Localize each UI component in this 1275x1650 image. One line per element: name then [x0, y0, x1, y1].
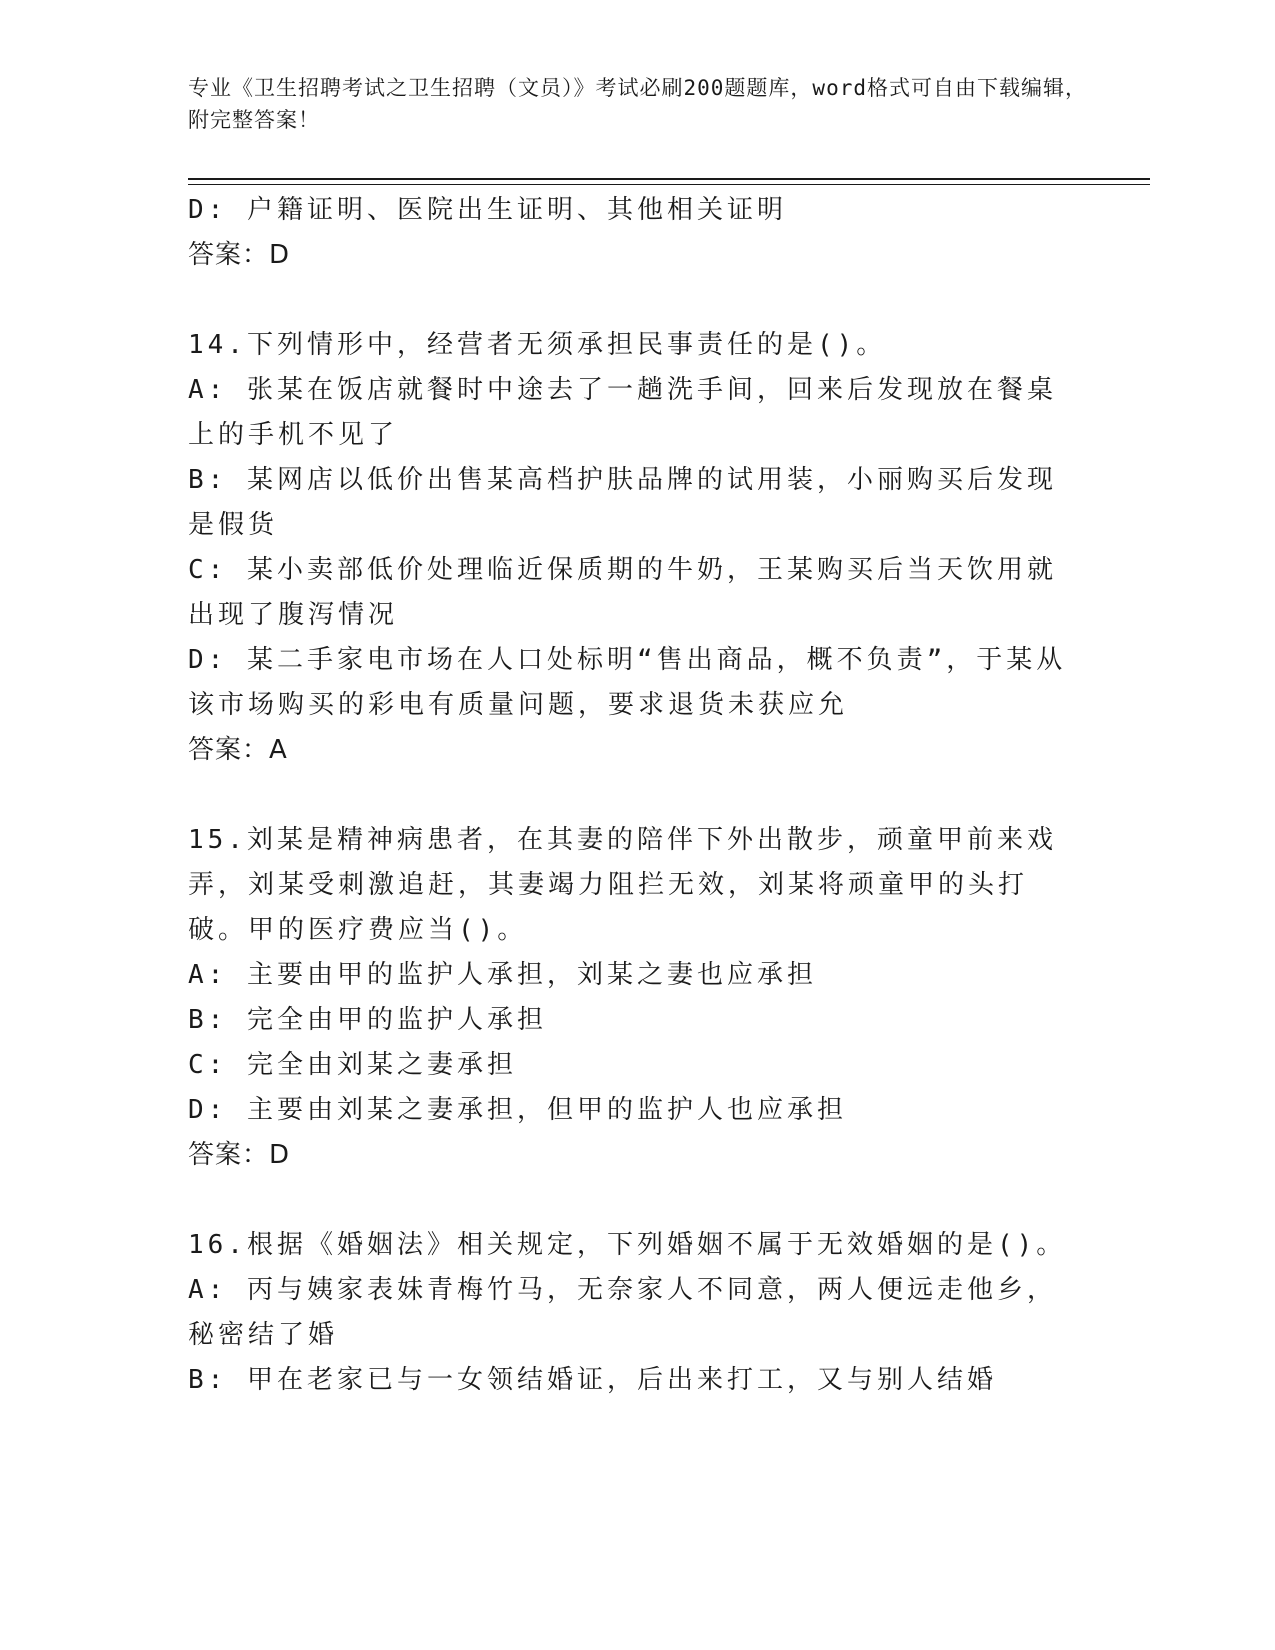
question-stem: 16.根据《婚姻法》相关规定，下列婚姻不属于无效婚姻的是()。 [188, 1230, 1067, 1260]
spacer [188, 1178, 1068, 1223]
option-d: D: 户籍证明、医院出生证明、其他相关证明 [188, 195, 787, 225]
option-d: D: 主要由刘某之妻承担，但甲的监护人也应承担 [188, 1095, 847, 1125]
question-14 [188, 323, 1068, 773]
option-a: A: 丙与姨家表妹青梅竹马，无奈家人不同意，两人便远走他乡，秘密结了婚 [188, 1275, 1057, 1350]
option-a: A: 张某在饭店就餐时中途去了一趟洗手间，回来后发现放在餐桌上的手机不见了 [188, 375, 1057, 450]
document-header [188, 72, 1088, 136]
option-a: A: 主要由甲的监护人承担，刘某之妻也应承担 [188, 960, 817, 990]
question-15 [188, 818, 1068, 1178]
header-divider [188, 178, 1150, 180]
spacer [188, 773, 1068, 818]
previous-question-tail [188, 188, 1068, 278]
option-b: B: 某网店以低价出售某高档护肤品牌的试用装，小丽购买后发现是假货 [188, 465, 1057, 540]
option-b: B: 完全由甲的监护人承担 [188, 1005, 547, 1035]
option-d: D: 某二手家电市场在人口处标明“售出商品，概不负责”，于某从该市场购买的彩电有质量问题，要求退货未获应允 [188, 645, 1067, 720]
header-divider-thin [188, 184, 1150, 185]
question-stem: 14.下列情形中，经营者无须承担民事责任的是()。 [188, 330, 887, 360]
question-16 [188, 1223, 1068, 1403]
question-content [188, 188, 1068, 1403]
header-title: 专业《卫生招聘考试之卫生招聘（文员）》考试必刷200题题库，word格式可自由下载编辑，附完整答案！ [188, 76, 1087, 132]
answer-line: 答案：D [188, 1140, 291, 1170]
spacer [188, 278, 1068, 323]
answer-line: 答案：D [188, 240, 291, 270]
option-c: C: 完全由刘某之妻承担 [188, 1050, 517, 1080]
option-c: C: 某小卖部低价处理临近保质期的牛奶，王某购买后当天饮用就出现了腹泻情况 [188, 555, 1057, 630]
question-stem: 15.刘某是精神病患者，在其妻的陪伴下外出散步，顽童甲前来戏弄，刘某受刺激追赶，其妻竭力阻拦无效，刘某将顽童甲的头打破。甲的医疗费应当()。 [188, 825, 1057, 945]
answer-line: 答案：A [188, 735, 288, 765]
option-b: B: 甲在老家已与一女领结婚证，后出来打工，又与别人结婚 [188, 1365, 997, 1395]
